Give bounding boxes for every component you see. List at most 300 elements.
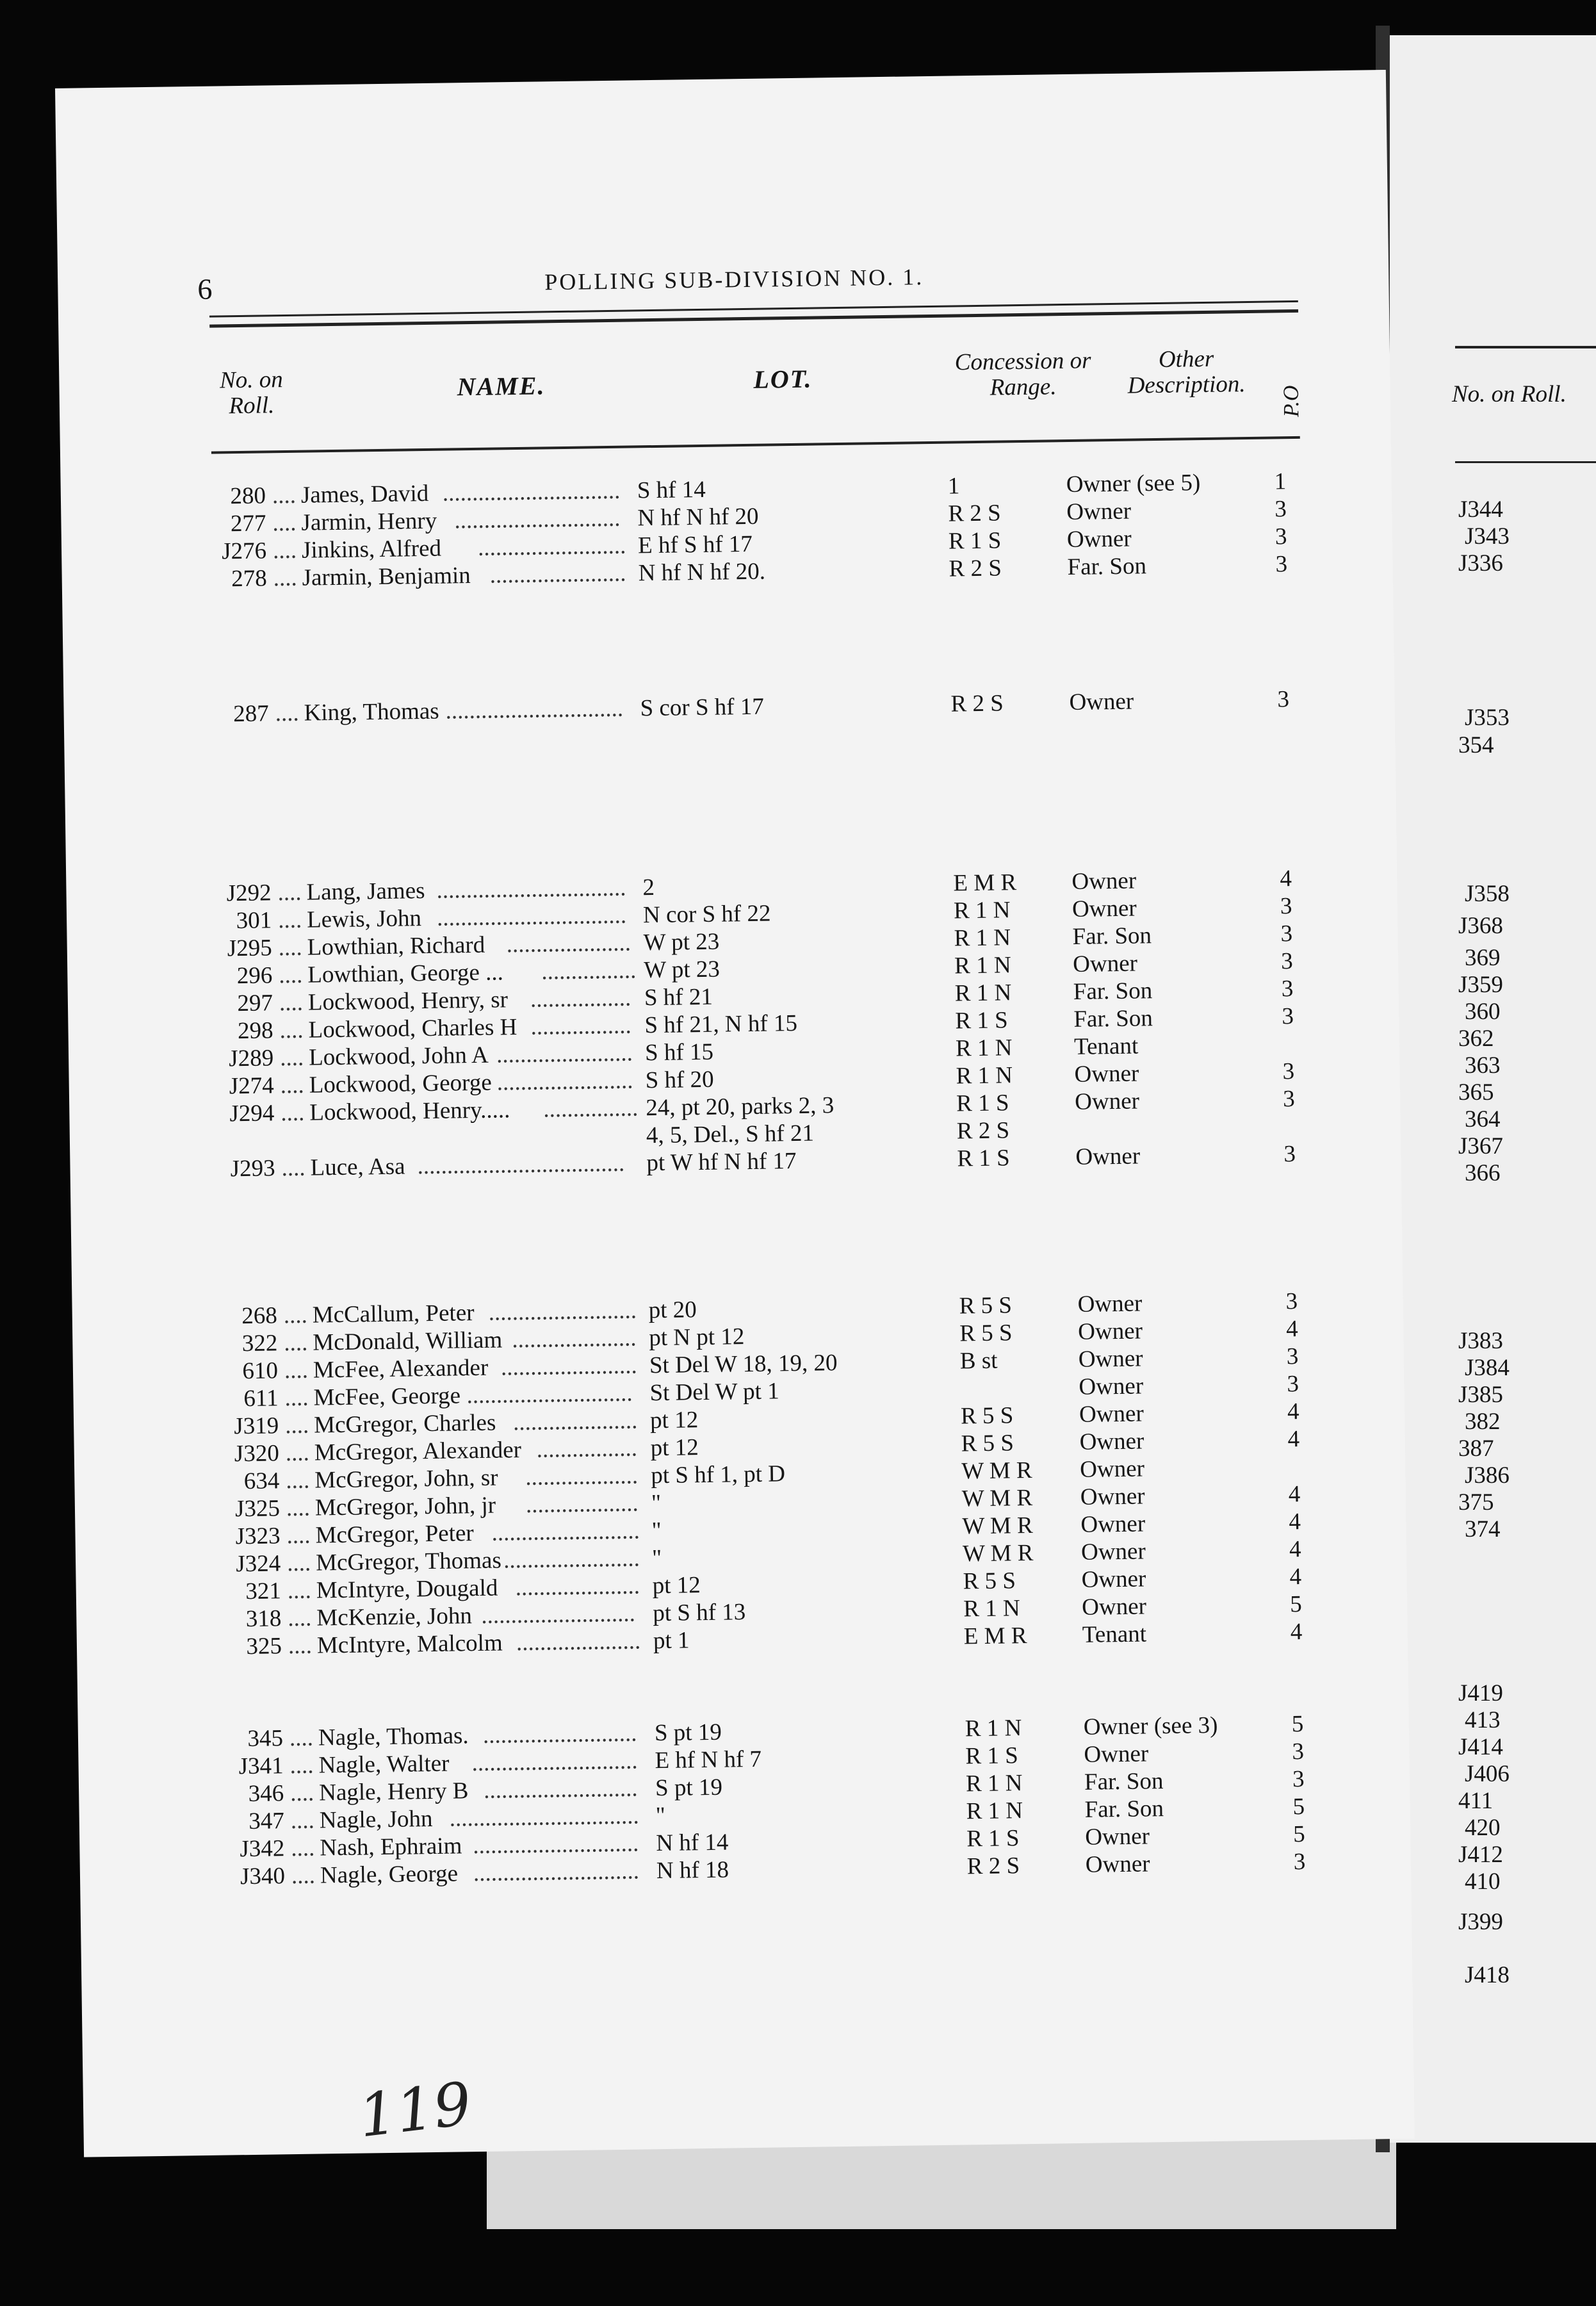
post-office: 3 [1287,1371,1299,1398]
handwritten-page-note: 119 [355,2069,475,2151]
facing-page-roll-number: 369 [1465,945,1501,971]
dot-leader: .... [288,1632,313,1660]
dot-leader: .... [286,1494,311,1522]
roll-number: 287 [232,700,269,728]
voter-name: McIntyre, Malcolm [316,1630,503,1659]
facing-page-rule [1455,461,1596,463]
dot-leader: .... [275,699,299,727]
post-office: 3 [1280,893,1292,920]
dot-leader: .... [287,1577,312,1605]
facing-page-roll-number: J383 [1458,1328,1503,1354]
dot-leader: ................................ [436,902,627,931]
header-rule [209,309,1298,328]
post-office: 3 [1280,948,1294,975]
post-office: 3 [1286,1343,1299,1370]
dot-leader: .......................... [483,1775,638,1804]
roll-number: 277 [230,510,266,537]
dot-leader: .... [281,1154,305,1182]
post-office: 3 [1292,1738,1305,1765]
voter-name: McGregor, Peter [315,1520,474,1549]
dot-leader: ..................... [506,929,631,958]
concession: R 2 S [949,555,1002,582]
lot: N cor S hf 22 [642,900,771,929]
facing-page-roll-number: 413 [1465,1707,1501,1733]
dot-leader: .......................... [482,1720,637,1749]
post-office: 5 [1292,1794,1305,1820]
post-office: 5 [1289,1591,1303,1618]
lot: S hf 21, N hf 15 [644,1010,798,1039]
voter-name: McGregor, John, jr [314,1492,496,1521]
lot: S cor S hf 17 [640,693,765,722]
lot: pt 12 [650,1434,699,1462]
other-description: Owner [1078,1345,1143,1373]
lot: pt 1 [653,1627,690,1655]
lot: pt 20 [648,1296,697,1324]
voter-name: Lockwood, Henry..... [309,1097,510,1126]
roll-number: 610 [242,1357,279,1385]
post-office: 3 [1274,523,1287,550]
concession: R 1 N [953,897,1011,924]
facing-page-roll-number: J344 [1458,496,1503,523]
post-office: 5 [1291,1711,1304,1738]
dot-leader: ..................... [515,1573,640,1601]
voter-name: McKenzie, John [316,1603,473,1631]
roll-number: 322 [241,1330,278,1357]
lot-continuation: 4, 5, Del., S hf 21 [646,1120,815,1149]
dot-leader: .... [284,1384,309,1412]
facing-page [1385,35,1596,2143]
other-description: Owner [1079,1455,1145,1483]
lot: " [655,1802,666,1829]
facing-page-roll-number: 382 [1465,1409,1501,1435]
dot-leader: ..................... [512,1407,638,1436]
roll-number: 298 [237,1017,273,1045]
concession: R 1 N [956,1062,1013,1090]
lot: W pt 23 [644,956,721,984]
other-description: Owner [1066,498,1132,526]
dot-leader: ......................... [477,532,626,561]
lot: pt 12 [649,1407,699,1434]
other-description: Owner [1071,895,1137,922]
voter-name: Lockwood, George [309,1069,492,1099]
concession: R 2 S [948,500,1001,527]
roll-number: J292 [226,879,272,907]
dot-leader: .... [281,1099,305,1127]
other-description: Owner [1077,1290,1143,1318]
dot-leader: .............................. [442,477,621,507]
facing-page-roll-number: 420 [1465,1815,1501,1841]
facing-page-roll-number: 362 [1458,1026,1494,1052]
facing-page-roll-number: 363 [1465,1052,1501,1079]
dot-leader: ....................... [489,560,626,589]
facing-page-roll-number: J367 [1458,1133,1503,1159]
concession: R 1 S [957,1145,1011,1172]
lot: pt S hf 13 [653,1599,746,1627]
voter-name: Jarmin, Henry [301,507,437,536]
voter-name: McGregor, Thomas [315,1547,502,1576]
lot: " [651,1545,662,1572]
post-office: 4 [1288,1481,1301,1508]
concession: R 5 S [960,1402,1014,1430]
post-office: 4 [1285,1316,1299,1343]
other-description: Owner (see 5) [1066,470,1201,498]
facing-page-roll-number: 365 [1458,1079,1494,1106]
voter-name: McDonald, William [313,1327,503,1356]
dot-leader: ......................... [491,1517,640,1546]
other-description: Far. Son [1073,1005,1153,1033]
dot-leader: ............................ [454,505,621,534]
other-description: Owner [1080,1510,1146,1538]
post-office: 3 [1277,686,1290,713]
dot-leader: .... [279,1017,304,1044]
dot-leader: ................... [525,1462,639,1491]
concession: R 1 N [963,1595,1020,1623]
dot-leader: ..................... [516,1628,641,1656]
lot: " [651,1517,662,1544]
dot-leader: .... [284,1329,308,1357]
dot-leader: .... [278,934,303,961]
voter-name: Nagle, Thomas. [318,1722,469,1751]
post-office: 3 [1274,496,1287,523]
concession: 1 [947,473,960,500]
page-number: 6 [197,272,213,306]
facing-page-header: No. on Roll. [1452,381,1567,407]
dot-leader: ....................... [496,1067,633,1096]
lot: N hf N hf 20 [637,503,759,532]
dot-leader: .... [284,1357,309,1384]
roll-number: J319 [233,1412,279,1440]
lot: S pt 19 [655,1774,723,1802]
facing-page-roll-number: 387 [1458,1435,1494,1462]
other-description: Far. Son [1067,553,1147,581]
dot-leader: ............................ [471,1747,638,1777]
facing-page-roll-number: 410 [1465,1869,1501,1895]
facing-page-roll-number: J414 [1458,1734,1503,1760]
facing-page-roll-number: 374 [1465,1516,1501,1542]
concession: R 1 N [954,924,1011,952]
post-office: 3 [1280,920,1293,947]
post-office: 4 [1287,1398,1299,1425]
other-description: Far. Son [1073,977,1153,1005]
dot-leader: ................................ [449,1803,640,1832]
other-description: Owner [1080,1483,1145,1510]
facing-page-roll-number: J406 [1465,1761,1510,1787]
other-description: Owner [1075,1143,1141,1170]
other-description: Tenant [1082,1621,1147,1648]
concession: R 5 S [959,1320,1013,1347]
dot-leader: .... [273,564,297,592]
facing-page-roll-number: J336 [1458,550,1503,576]
concession: W M R [962,1512,1034,1540]
lot: pt S hf 1, pt D [651,1460,786,1489]
dot-leader: .... [272,509,297,537]
concession: R 1 S [966,1825,1020,1852]
voter-name: McGregor, Alexander [314,1437,522,1466]
post-office: 4 [1287,1426,1300,1453]
roll-number: 280 [230,482,266,510]
facing-page-roll-number: 364 [1465,1106,1501,1133]
roll-number: J323 [235,1523,281,1550]
concession: R 2 S [966,1852,1020,1880]
roll-number: 268 [241,1302,278,1330]
column-header-lot: LOT. [753,364,813,394]
dot-leader: .... [272,537,297,564]
voter-name: McGregor, John, sr [314,1464,498,1494]
dot-leader: .... [277,906,302,934]
concession: B st [959,1347,998,1375]
dot-leader: .... [288,1605,312,1632]
dot-leader: ............................ [473,1830,639,1860]
dot-leader: .... [285,1439,310,1467]
other-description: Owner (see 3) [1083,1712,1218,1740]
lot: S hf 14 [637,476,706,504]
dot-leader: ................................ [436,874,626,904]
register-page [55,70,1415,2157]
concession: R 1 N [954,952,1011,979]
roll-number: J276 [221,537,267,565]
other-description: Owner [1079,1428,1144,1455]
post-office: 4 [1289,1509,1301,1535]
roll-number: J342 [240,1835,285,1863]
facing-page-roll-number: J359 [1458,972,1503,998]
facing-page-roll-number: 375 [1458,1489,1494,1516]
concession: R 1 S [948,527,1002,555]
concession: W M R [961,1484,1033,1512]
lot: S pt 19 [654,1719,722,1747]
dot-leader: ..................... [512,1325,637,1353]
facing-page-roll-number: J419 [1458,1680,1503,1706]
post-office: 3 [1283,1141,1296,1168]
other-description: Owner [1085,1851,1150,1878]
dot-leader: ................ [543,1095,639,1123]
dot-leader: .... [277,879,302,906]
roll-number: J289 [228,1045,274,1072]
dot-leader: ................................... [417,1150,625,1180]
roll-number: 634 [243,1468,280,1495]
lot: E hf N hf 7 [655,1746,762,1774]
voter-name: Lowthian, George ... [307,959,504,988]
running-head: POLLING SUB-DIVISION NO. 1. [544,264,924,295]
post-office: 3 [1292,1766,1305,1793]
voter-name: McCallum, Peter [312,1300,475,1329]
dot-leader: ............................ [473,1858,640,1887]
facing-page-rule [1455,346,1596,348]
lot: N hf 18 [656,1856,729,1885]
dot-leader: ............................ [466,1380,633,1409]
concession: W M R [962,1539,1034,1567]
other-description: Owner [1066,525,1132,553]
roll-number: 345 [247,1725,284,1753]
post-office: 5 [1292,1821,1306,1848]
post-office: 3 [1281,976,1294,1002]
header-rule [211,436,1300,454]
roll-number: J340 [240,1863,286,1890]
dot-leader: ....................... [503,1545,640,1574]
post-office: 4 [1280,865,1292,892]
dot-leader: .... [290,1807,315,1835]
lot: " [651,1490,662,1517]
voter-name: McGregor, Charles [313,1409,496,1439]
facing-page-roll-number: J412 [1458,1842,1503,1868]
facing-page-roll-number: 366 [1465,1160,1501,1186]
roll-number: 278 [231,565,267,593]
concession: R 1 S [965,1742,1019,1770]
lot: S hf 21 [644,983,713,1011]
dot-leader: .... [291,1862,316,1890]
dot-leader: ......................... [488,1297,637,1326]
other-description: Owner [1080,1538,1146,1566]
facing-page-roll-number: 411 [1458,1788,1494,1814]
voter-name: Lockwood, Henry, sr [307,986,509,1016]
dot-leader: ................. [530,1012,632,1040]
lot: S hf 20 [645,1066,714,1094]
column-header-name: NAME. [457,371,546,402]
other-description: Owner [1071,867,1137,895]
other-description: Far. Son [1084,1795,1164,1823]
lot: S hf 15 [644,1038,714,1067]
lot: E hf S hf 17 [637,530,753,559]
facing-page-roll-number: J418 [1465,1962,1510,1988]
roll-number: J341 [238,1753,284,1780]
roll-number: J324 [236,1550,281,1578]
dot-leader: ................. [536,1435,638,1463]
roll-number: 297 [237,990,273,1017]
concession: R 1 N [954,979,1012,1007]
concession: R 1 N [965,1770,1023,1797]
voter-name: Nash, Ephraim [320,1833,462,1861]
other-description: Owner [1072,950,1138,977]
other-description: Far. Son [1084,1768,1164,1795]
dot-leader: .... [289,1724,314,1752]
post-office: 4 [1289,1564,1302,1590]
concession: R 5 S [959,1292,1013,1320]
post-office: 1 [1274,468,1287,495]
facing-page-roll-number: J386 [1465,1462,1510,1489]
post-office: 3 [1282,1058,1295,1085]
roll-number: 347 [248,1808,285,1835]
concession: R 1 N [955,1034,1013,1062]
roll-number: 296 [236,962,273,990]
dot-leader: .... [289,1752,314,1779]
roll-number: J274 [229,1072,275,1100]
other-description: Owner [1079,1400,1144,1428]
concession-continuation: R 2 S [956,1117,1010,1145]
voter-name: Nagle, Henry B [318,1778,469,1806]
post-office: 3 [1282,1086,1296,1113]
post-office: 3 [1293,1849,1306,1876]
voter-name: Lang, James [306,878,425,906]
dot-leader: .... [291,1835,315,1862]
column-header-other-description: Other Description. [1127,345,1246,399]
other-description: Owner [1074,1060,1139,1088]
voter-name: Nagle, Walter [318,1750,450,1779]
dot-leader: .... [279,989,304,1017]
concession: R 5 S [963,1567,1016,1595]
dot-leader: .... [279,961,303,989]
concession: R 2 S [950,690,1004,717]
voter-name: Nagle, George [320,1860,459,1889]
lot: pt 12 [652,1572,701,1599]
dot-leader: .... [289,1779,314,1807]
roll-number: J293 [230,1155,275,1182]
voter-name: Lewis, John [306,905,422,933]
lot: pt W hf N hf 17 [646,1148,797,1177]
dot-leader: .............................. [445,695,624,724]
voter-name: Lockwood, Charles H [308,1014,517,1043]
voter-name: Nagle, John [319,1806,433,1834]
voter-name: Lowthian, Richard [307,931,485,961]
register-row [63,685,1344,730]
voter-name: Jinkins, Alfred [301,535,442,564]
facing-page-roll-number: J353 [1465,705,1510,731]
roll-number: J294 [229,1100,275,1127]
dot-leader: ................. [530,985,631,1013]
facing-page-roll-number: 360 [1465,999,1501,1025]
voter-name: McIntyre, Dougald [316,1574,498,1604]
other-description: Owner [1081,1566,1146,1593]
dot-leader: .... [284,1412,309,1439]
other-description: Far. Son [1072,922,1152,950]
concession: R 1 S [956,1090,1009,1117]
lot: N hf N hf 20. [638,558,766,587]
other-description: Owner [1074,1088,1140,1115]
facing-page-roll-number: J385 [1458,1382,1503,1408]
other-description: Owner [1079,1373,1144,1400]
dot-leader: .... [283,1302,308,1329]
roll-number: 301 [236,907,272,935]
other-description: Owner [1084,1823,1150,1851]
voter-name: McFee, George [313,1382,461,1411]
facing-page-roll-number: J343 [1465,523,1510,550]
dot-leader: ................ [541,957,637,985]
concession: R 1 S [955,1007,1009,1034]
dot-leader: .......................... [481,1600,636,1629]
other-description: Owner [1081,1593,1147,1621]
dot-leader: ....................... [500,1352,637,1381]
lot: 24, pt 20, parks 2, 3 [646,1092,835,1122]
post-office: 3 [1282,1003,1294,1030]
roll-number: J320 [234,1440,280,1468]
dot-leader: .... [286,1522,311,1550]
facing-page-roll-number: 354 [1458,732,1494,758]
dot-leader: ................... [525,1490,639,1518]
roll-number: 346 [248,1780,284,1808]
voter-name: Lockwood, John A [308,1042,489,1071]
header-rule [209,300,1298,318]
roll-number: 325 [246,1633,282,1660]
voter-name: McFee, Alexander [313,1354,489,1384]
column-header-concession: Concession or Range. [954,347,1091,401]
roll-number: 321 [245,1578,282,1605]
facing-page-roll-number: J358 [1465,881,1510,907]
concession: R 1 N [965,1715,1022,1742]
other-description: Tenant [1073,1033,1139,1060]
post-office: 3 [1275,551,1288,578]
lot: 2 [642,874,655,901]
dot-leader: .... [279,1044,304,1072]
post-office: 4 [1290,1619,1303,1646]
dot-leader: .... [272,482,297,509]
dot-leader: .... [286,1550,311,1577]
facing-page-roll-number: J384 [1465,1355,1510,1381]
lot: W pt 23 [643,928,720,956]
roll-number: 318 [245,1605,282,1633]
other-description: Owner [1069,688,1134,716]
column-header-po: P.O [1279,385,1304,418]
concession: E M R [953,869,1017,897]
voter-name: King, Thomas [304,698,439,726]
roll-number: J325 [234,1495,281,1523]
